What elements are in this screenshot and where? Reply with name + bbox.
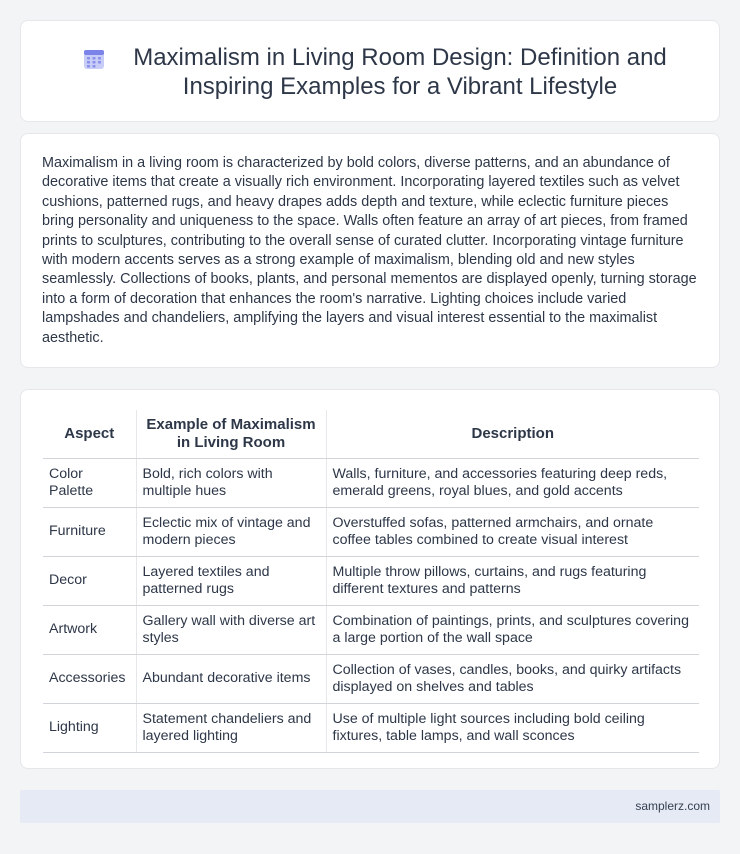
table-row xyxy=(43,655,699,704)
cell-aspect: Artwork xyxy=(43,606,136,655)
cell-aspect: Color Palette xyxy=(43,459,136,508)
cell-description: Collection of vases, candles, books, and quirky artifacts displayed on shelves and tables xyxy=(326,655,699,704)
cell-description: Overstuffed sofas, patterned armchairs, and ornate coffee tables combined to create visual interest xyxy=(326,508,699,557)
cell-description: Walls, furniture, and accessories featuring deep reds, emerald greens, royal blues, and gold accents xyxy=(326,459,699,508)
cell-aspect: Decor xyxy=(43,557,136,606)
cell-description: Combination of paintings, prints, and sculptures covering a large portion of the wall space xyxy=(326,606,699,655)
cell-aspect: Lighting xyxy=(43,704,136,753)
table-card xyxy=(20,389,720,769)
table-row xyxy=(43,557,699,606)
footer-bar xyxy=(20,790,720,823)
cell-description: Use of multiple light sources including bold ceiling fixtures, table lamps, and wall sconces xyxy=(326,704,699,753)
table-row xyxy=(43,606,699,655)
cell-aspect: Accessories xyxy=(43,655,136,704)
cell-example: Statement chandeliers and layered lighting xyxy=(136,704,326,753)
cell-example: Bold, rich colors with multiple hues xyxy=(136,459,326,508)
table-row xyxy=(43,704,699,753)
cell-example: Gallery wall with diverse art styles xyxy=(136,606,326,655)
header-card xyxy=(20,20,720,122)
table-row xyxy=(43,508,699,557)
cell-description: Multiple throw pillows, curtains, and rugs featuring different textures and patterns xyxy=(326,557,699,606)
cell-example: Abundant decorative items xyxy=(136,655,326,704)
cell-example: Layered textiles and patterned rugs xyxy=(136,557,326,606)
intro-paragraph: Maximalism in a living room is characterized by bold colors, diverse patterns, and an abundance of decorative items that create a visually rich environment. Incorporating layered textiles such as velvet cushions, patterned rugs, and heavy drapes adds depth and texture, while eclectic furniture pieces bring personality and uniqueness to the space. Walls often feature an array of art pieces, from framed prints to sculptures, contributing to the overall sense of curated clutter. Incorporating vintage furniture with modern accents serves as a strong example of maximalism, blending old and new styles seamlessly. Collections of books, plants, and personal mementos are displayed openly, turning storage into a form of decoration that enhances the room's narrative. Lighting choices include varied lampshades and chandeliers, amplifying the layers and visual interest essential to the maximalist aesthetic. xyxy=(42,155,697,346)
cell-example: Eclectic mix of vintage and modern pieces xyxy=(136,508,326,557)
table-row xyxy=(43,459,699,508)
maximalism-table xyxy=(43,410,699,753)
column-header-aspect: Aspect xyxy=(43,410,136,459)
cell-aspect: Furniture xyxy=(43,508,136,557)
intro-card xyxy=(20,133,720,368)
footer-site-link[interactable]: samplerz.com xyxy=(635,799,710,813)
table-header-row xyxy=(43,410,699,459)
page-title: Maximalism in Living Room Design: Definition and Inspiring Examples for a Vibrant Lifestyle xyxy=(133,44,667,100)
column-header-description: Description xyxy=(326,410,699,459)
column-header-example: Example of Maximalism in Living Room xyxy=(136,410,326,459)
